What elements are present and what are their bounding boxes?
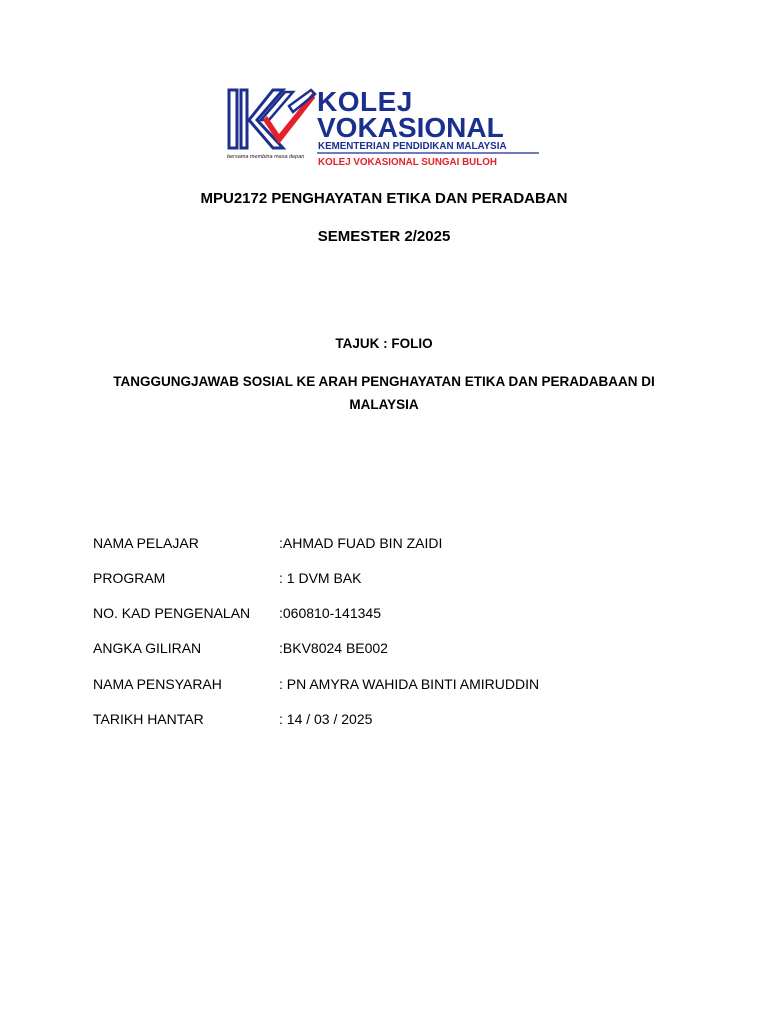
- kv-emblem-icon: [229, 90, 315, 148]
- kv-logo-graphic: [227, 86, 543, 170]
- info-value: : PN AMYRA WAHIDA BINTI AMIRUDDIN: [279, 676, 540, 692]
- info-label: TARIKH HANTAR: [93, 711, 204, 727]
- info-label: NAMA PENSYARAH: [93, 676, 222, 692]
- info-label: PROGRAM: [93, 570, 166, 586]
- semester-label: SEMESTER 2/2025: [317, 228, 451, 245]
- logo-name-line1: KOLEJ: [317, 86, 413, 117]
- logo-ministry: KEMENTERIAN PENDIDIKAN MALAYSIA: [318, 141, 507, 152]
- info-value: :BKV8024 BE002: [279, 640, 388, 656]
- college-logo: [227, 86, 543, 170]
- info-value: : 14 / 03 / 2025: [279, 711, 373, 727]
- info-label: NAMA PELAJAR: [93, 535, 199, 551]
- info-value: : 1 DVM BAK: [279, 570, 362, 586]
- info-label: ANGKA GILIRAN: [93, 640, 202, 656]
- info-label: NO. KAD PENGENALAN: [93, 605, 251, 621]
- logo-tagline: bersama membina masa depan: [227, 154, 305, 160]
- assignment-tajuk: TAJUK : FOLIO: [335, 336, 433, 351]
- info-value: :060810-141345: [279, 605, 381, 621]
- logo-name-line2: VOKASIONAL: [317, 112, 504, 143]
- logo-campus: KOLEJ VOKASIONAL SUNGAI BULOH: [318, 157, 497, 168]
- course-title: MPU2172 PENGHAYATAN ETIKA DAN PERADABAN: [200, 190, 568, 207]
- info-value: :AHMAD FUAD BIN ZAIDI: [279, 535, 443, 551]
- assignment-topic: TANGGUNGJAWAB SOSIAL KE ARAH PENGHAYATAN ETIKA DAN PERADABAAN DI MALAYSIA: [113, 374, 655, 412]
